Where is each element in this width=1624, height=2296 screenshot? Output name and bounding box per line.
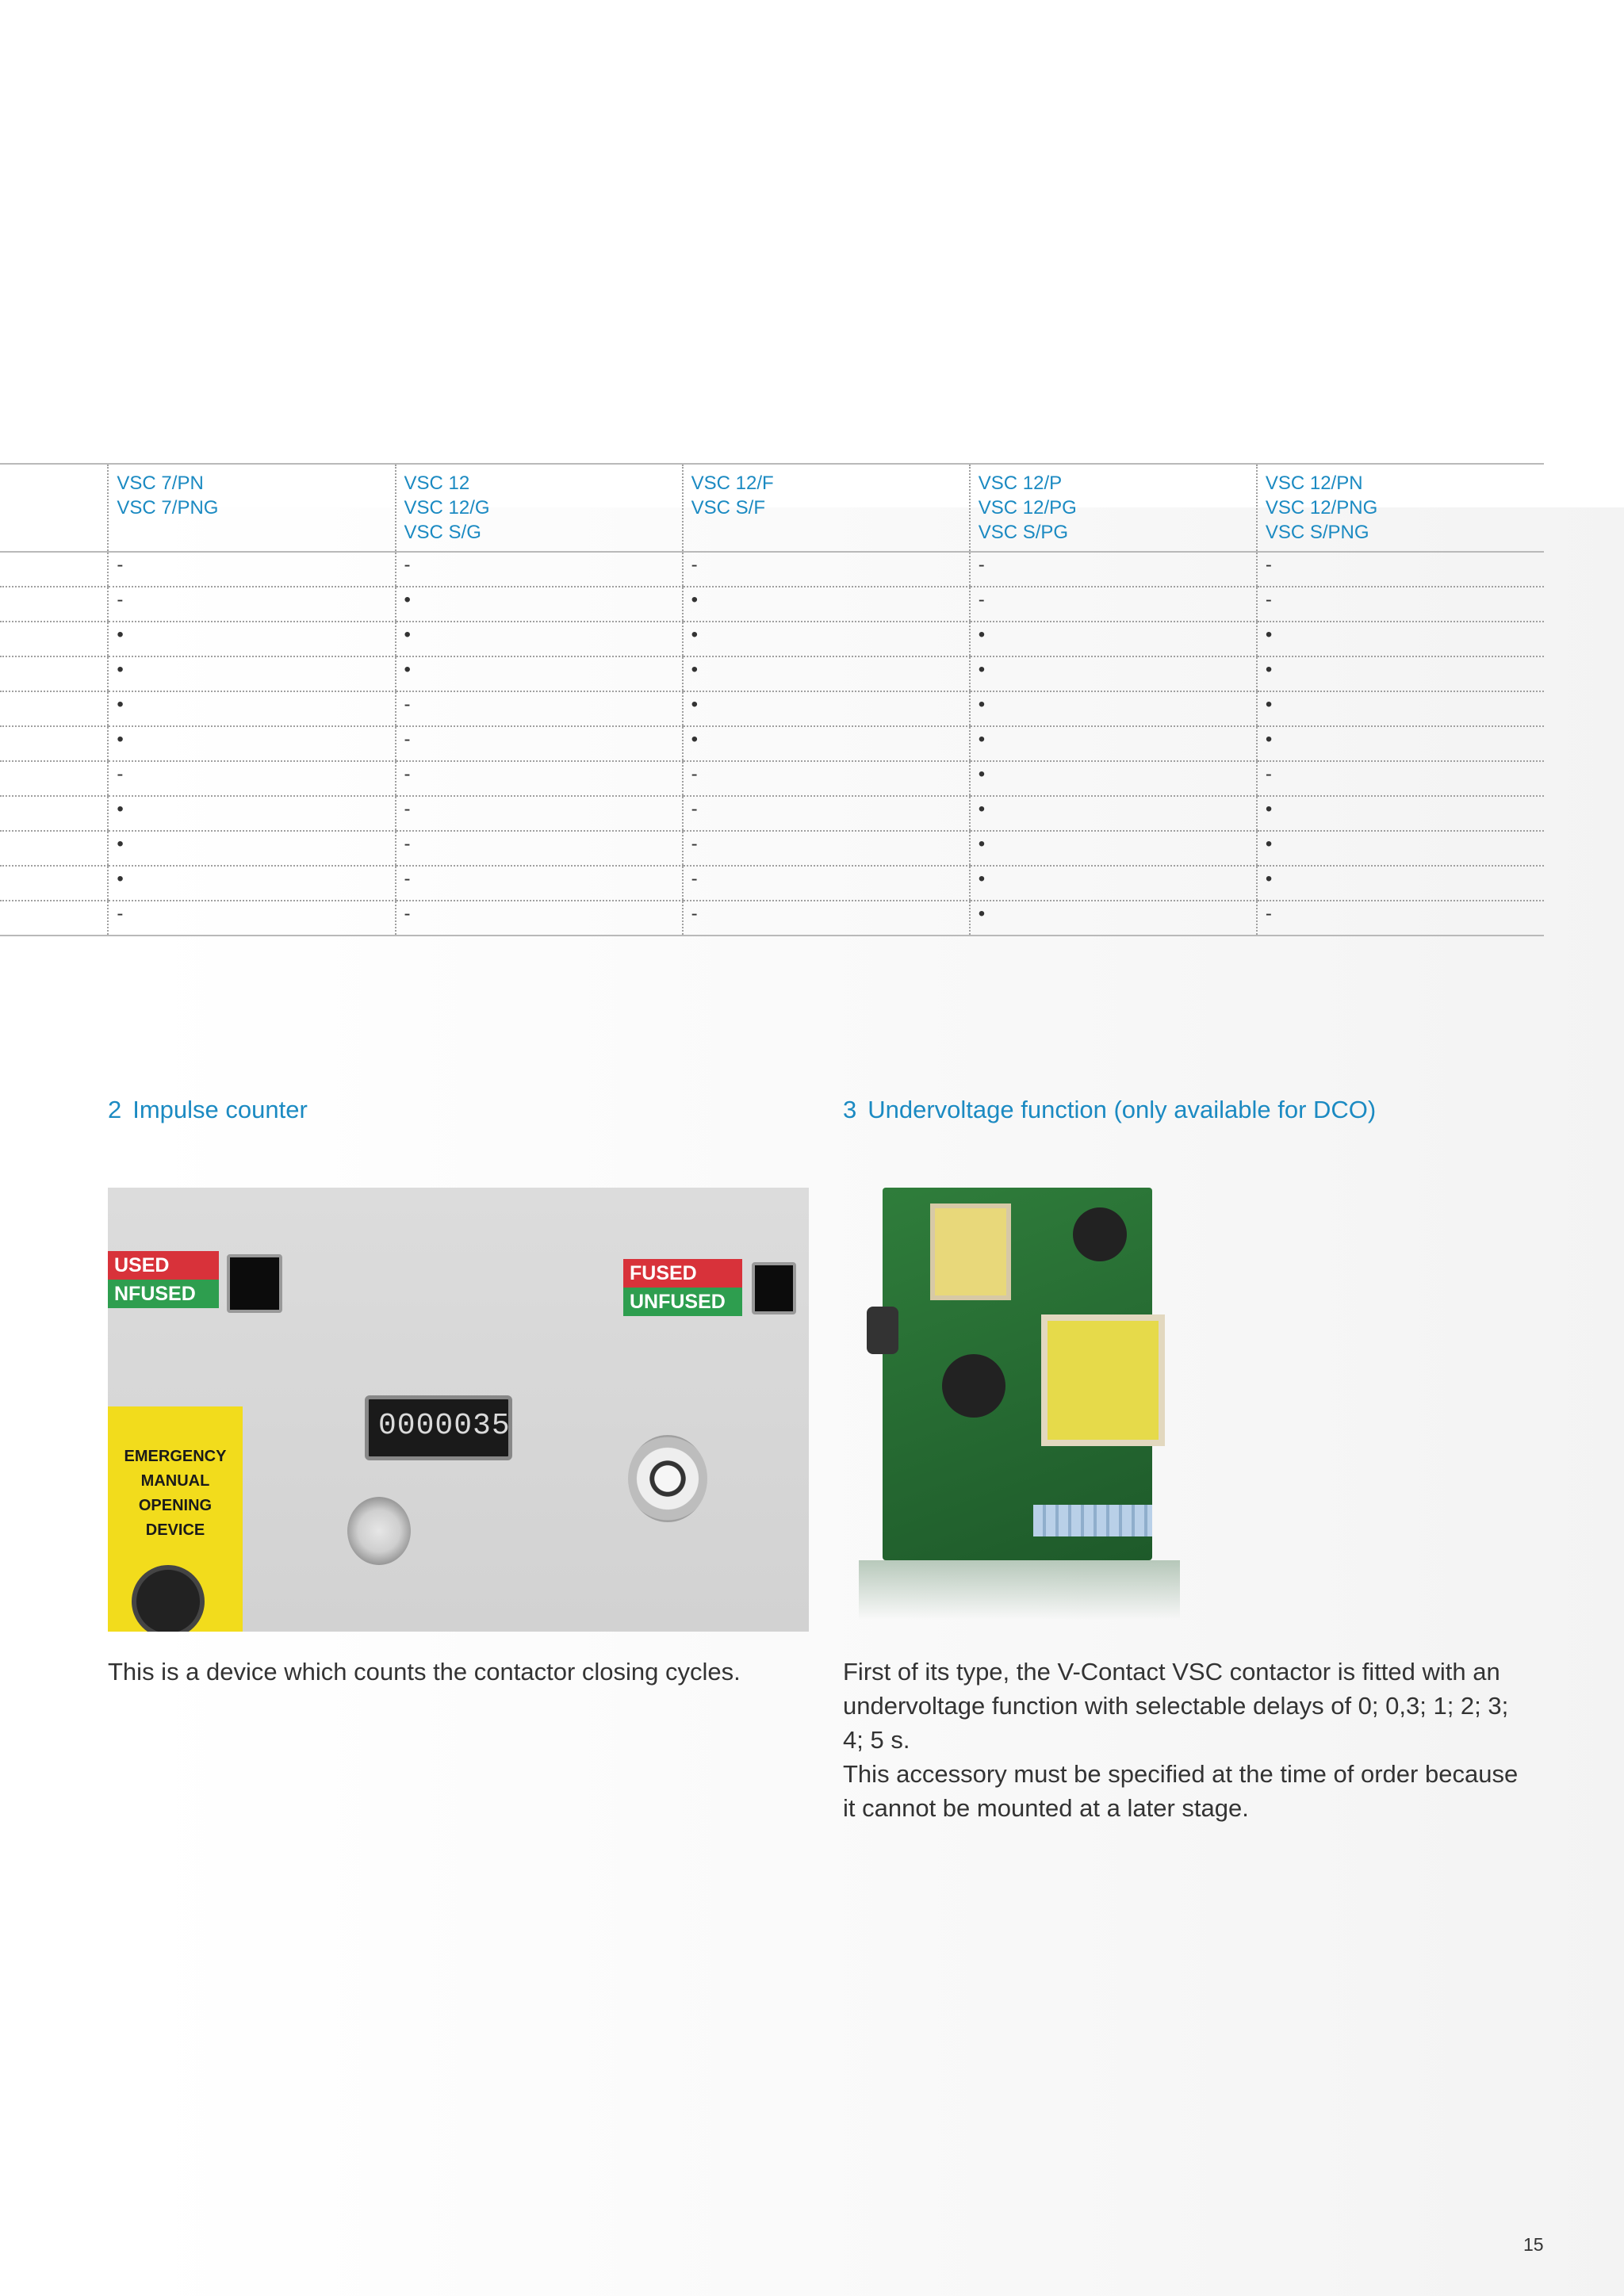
table-cell: • xyxy=(970,691,1257,726)
table-cell xyxy=(0,587,108,622)
table-cell xyxy=(0,761,108,796)
table-cell: • xyxy=(1257,622,1544,656)
undervoltage-heading xyxy=(843,1096,1376,1124)
square-opening-right xyxy=(752,1262,796,1314)
table-cell: - xyxy=(683,901,970,936)
table-row xyxy=(0,622,1544,656)
table-cell xyxy=(0,796,108,831)
undervoltage-caption: First of its type, the V-Contact VSC contactor is fitted with an undervoltage function with selectable delays of 0; 0,3; 1; 2; 3; 4; 5 s. This accessory must be specified at the time of order because it cannot be mounted at a later stage. xyxy=(843,1658,1519,1822)
table-cell: • xyxy=(1257,866,1544,901)
square-opening-left xyxy=(227,1254,282,1313)
table-cell: - xyxy=(683,831,970,866)
counter-digits: 0000035 xyxy=(378,1409,511,1443)
table-cell: • xyxy=(108,622,395,656)
table-cell: • xyxy=(1257,796,1544,831)
table-header-cell: VSC 12/PN VSC 12/PNG VSC S/PNG xyxy=(1257,464,1544,552)
table-cell xyxy=(0,866,108,901)
table-cell: • xyxy=(683,587,970,622)
table-cell: • xyxy=(108,796,395,831)
table-cell: - xyxy=(683,866,970,901)
table-cell: • xyxy=(970,901,1257,936)
table-cell xyxy=(0,552,108,587)
capacitor-3 xyxy=(867,1307,898,1354)
table-cell xyxy=(0,691,108,726)
table-row xyxy=(0,866,1544,901)
table-cell: - xyxy=(396,691,683,726)
table-cell: - xyxy=(396,866,683,901)
table-cell: - xyxy=(1257,552,1544,587)
transformer-large xyxy=(1041,1314,1165,1446)
table-row xyxy=(0,761,1544,796)
table-header-cell xyxy=(0,464,108,552)
table-row xyxy=(0,796,1544,831)
table-cell xyxy=(0,622,108,656)
fused-label-left: USED NFUSED xyxy=(108,1251,219,1308)
section-number: 3 xyxy=(843,1096,857,1123)
table-header-row xyxy=(0,464,1544,552)
table-cell: - xyxy=(108,761,395,796)
capacitor-2 xyxy=(1073,1207,1127,1261)
table-body xyxy=(0,552,1544,936)
table-cell xyxy=(0,726,108,761)
table-row xyxy=(0,656,1544,691)
table-cell: - xyxy=(396,831,683,866)
compatibility-table xyxy=(0,463,1544,936)
table-cell: • xyxy=(108,866,395,901)
table-header-cell: VSC 12/P VSC 12/PG VSC S/PG xyxy=(970,464,1257,552)
table-cell: • xyxy=(970,726,1257,761)
table-cell: - xyxy=(108,552,395,587)
table-cell: - xyxy=(396,796,683,831)
table-cell: - xyxy=(108,901,395,936)
table-cell: - xyxy=(108,587,395,622)
table-cell: • xyxy=(1257,656,1544,691)
section-number: 2 xyxy=(108,1096,122,1123)
dip-switches xyxy=(1033,1505,1152,1536)
table-cell: • xyxy=(683,691,970,726)
push-button xyxy=(628,1435,707,1522)
table-cell: • xyxy=(396,622,683,656)
table-cell xyxy=(0,831,108,866)
table-cell: • xyxy=(683,622,970,656)
table-row xyxy=(0,901,1544,936)
table-cell: • xyxy=(108,831,395,866)
table-cell: • xyxy=(1257,726,1544,761)
table-cell: - xyxy=(1257,761,1544,796)
table-row xyxy=(0,726,1544,761)
table-header-cell: VSC 12/F VSC S/F xyxy=(683,464,970,552)
table-cell: • xyxy=(396,656,683,691)
table-row xyxy=(0,691,1544,726)
fused-label-right: FUSED UNFUSED xyxy=(623,1259,742,1316)
page-number: 15 xyxy=(1523,2234,1544,2255)
table-cell: - xyxy=(970,552,1257,587)
table-cell xyxy=(0,901,108,936)
table-header-cell: VSC 12 VSC 12/G VSC S/G xyxy=(396,464,683,552)
table-cell: - xyxy=(1257,587,1544,622)
table-header-cell: VSC 7/PN VSC 7/PNG xyxy=(108,464,395,552)
table-cell: • xyxy=(108,691,395,726)
table-cell: • xyxy=(396,587,683,622)
table-cell: • xyxy=(970,656,1257,691)
table-cell: • xyxy=(1257,831,1544,866)
table-cell: • xyxy=(108,656,395,691)
pcb-reflection xyxy=(859,1560,1180,1620)
emergency-label: EMERGENCY MANUAL OPENING DEVICE xyxy=(108,1406,243,1632)
round-knob xyxy=(347,1497,411,1565)
transformer-small xyxy=(930,1203,1011,1300)
table-row xyxy=(0,587,1544,622)
table-row xyxy=(0,831,1544,866)
table-cell: - xyxy=(970,587,1257,622)
table-cell: • xyxy=(970,761,1257,796)
table-row xyxy=(0,552,1544,587)
compatibility-table-wrapper xyxy=(0,463,1544,936)
table-cell xyxy=(0,656,108,691)
impulse-counter-heading xyxy=(108,1096,308,1124)
counter-display xyxy=(365,1395,512,1460)
section-title: Undervoltage function (only available for DCO) xyxy=(868,1096,1377,1123)
table-cell: • xyxy=(683,656,970,691)
impulse-counter-caption: This is a device which counts the contactor closing cycles. xyxy=(108,1658,741,1686)
table-cell: - xyxy=(396,761,683,796)
section-title: Impulse counter xyxy=(132,1096,308,1123)
capacitor-1 xyxy=(942,1354,1005,1418)
emergency-knob xyxy=(132,1565,205,1632)
table-cell: • xyxy=(970,796,1257,831)
table-cell: - xyxy=(396,552,683,587)
impulse-counter-photo xyxy=(108,1188,809,1632)
table-cell: - xyxy=(683,761,970,796)
table-cell: • xyxy=(683,726,970,761)
undervoltage-pcb-photo xyxy=(859,1188,1180,1620)
table-cell: - xyxy=(396,901,683,936)
table-cell: - xyxy=(396,726,683,761)
table-cell: • xyxy=(1257,691,1544,726)
table-cell: - xyxy=(683,796,970,831)
table-cell: • xyxy=(970,866,1257,901)
table-cell: • xyxy=(108,726,395,761)
table-cell: • xyxy=(970,831,1257,866)
table-cell: • xyxy=(970,622,1257,656)
table-cell: - xyxy=(1257,901,1544,936)
table-cell: - xyxy=(683,552,970,587)
